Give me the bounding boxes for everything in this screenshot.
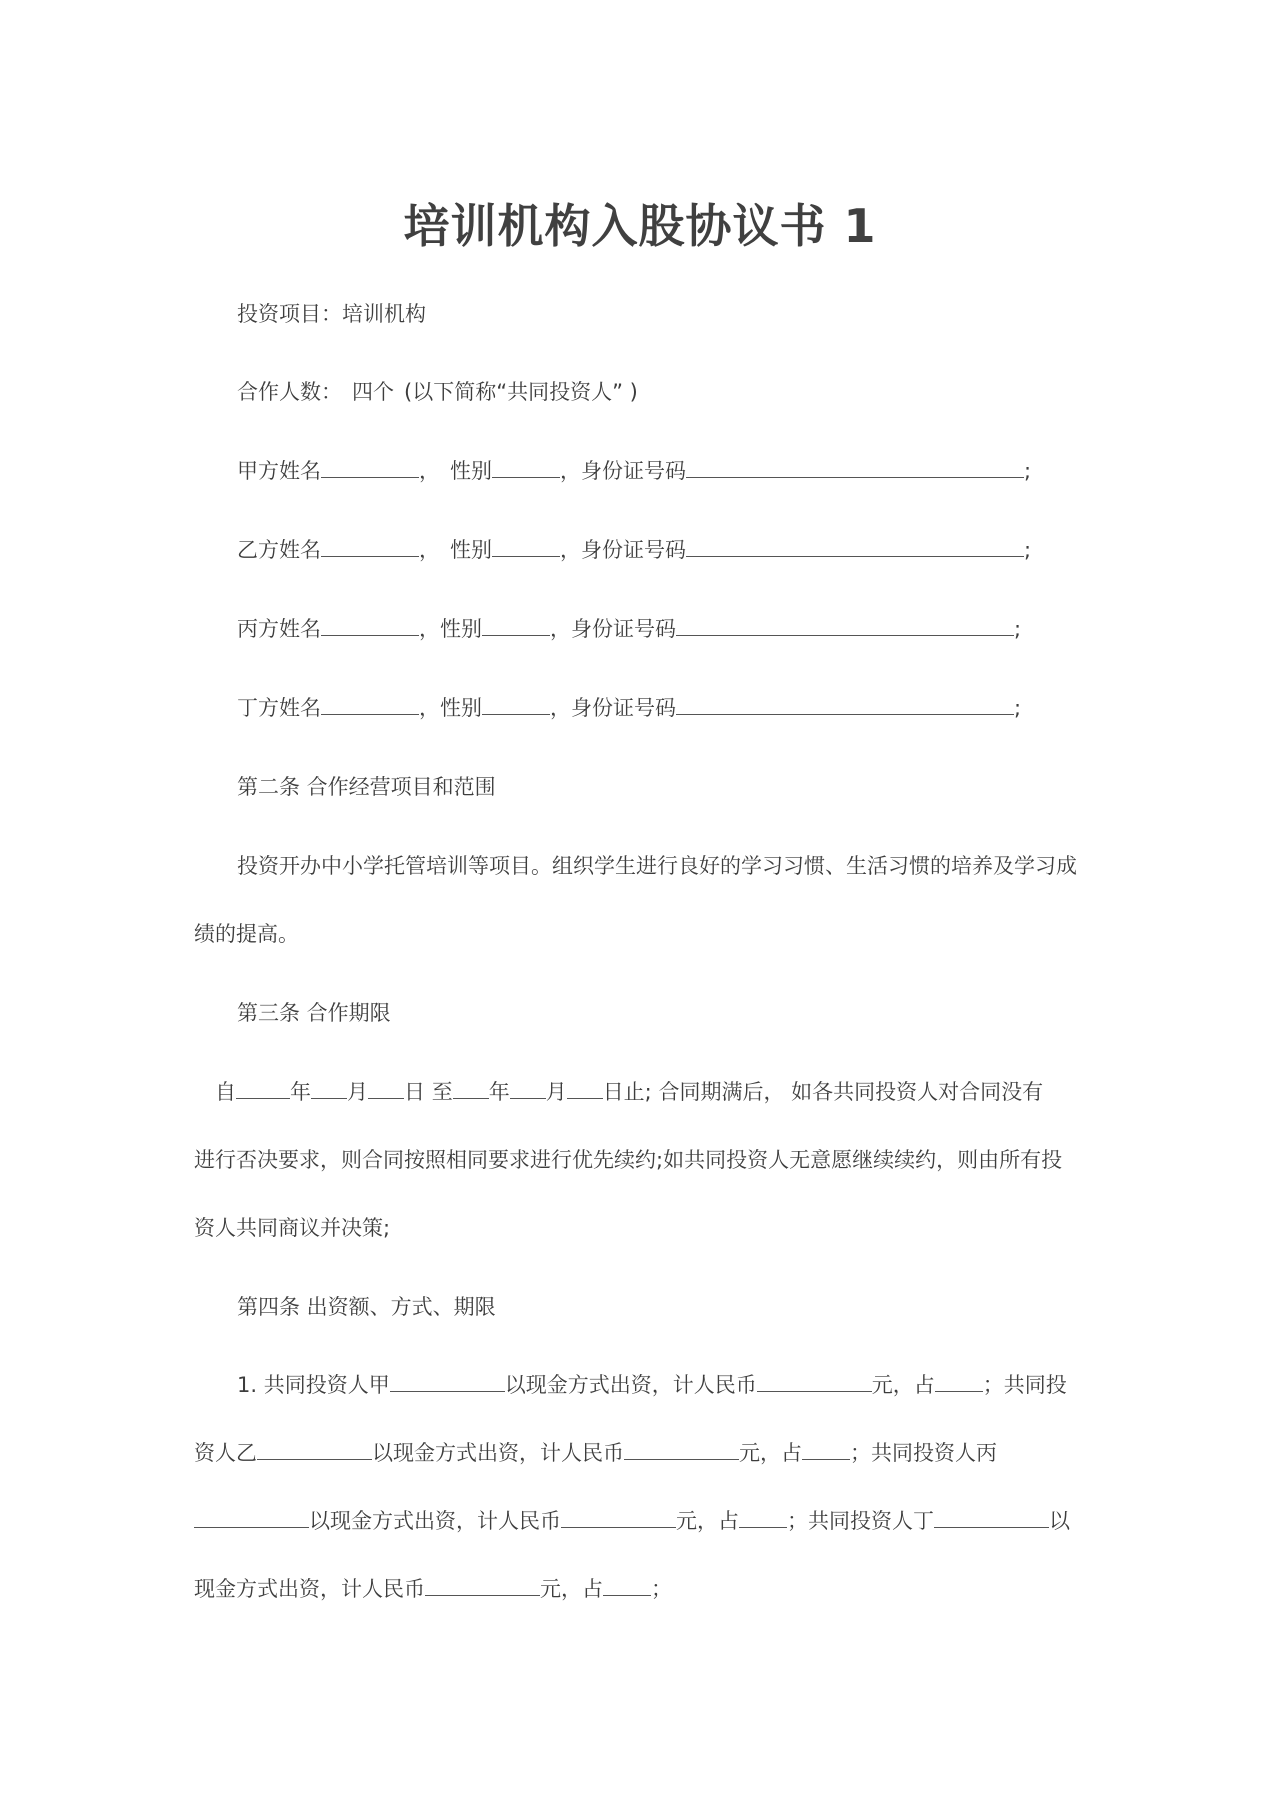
investment-project-line — [237, 299, 426, 329]
article2-body-line2: 绩的提高。 — [194, 922, 299, 946]
party-id-label: 身份证号码 — [571, 617, 676, 641]
article4-line2 — [194, 1438, 997, 1468]
party-row-jia: 甲方姓名 ， 性别 ，身份证号码 ; — [237, 459, 1032, 483]
party-row-yi: 乙方姓名 ， 性别 ，身份证号码 ; — [237, 538, 1032, 562]
article2-heading: 第二条 合作经营项目和范围 — [237, 775, 496, 799]
ding-share-field[interactable] — [603, 1575, 651, 1596]
investor-ding-field[interactable] — [934, 1507, 1049, 1528]
investor-ding-label: 共同投资人丁 — [808, 1509, 934, 1533]
jia-amount-field[interactable] — [757, 1371, 872, 1392]
investment-project-value: 培训机构 — [342, 302, 426, 326]
party-id-field[interactable] — [686, 536, 1024, 557]
party-id-label: 身份证号码 — [581, 459, 686, 483]
semicolon: ； — [787, 1509, 808, 1533]
party-name-label: 丁方姓名 — [237, 696, 321, 720]
until-label: 日止; — [602, 1080, 652, 1104]
cash-text: 以现金方式出资，计人民币 — [309, 1509, 561, 1533]
party-sex-label: 性别 — [450, 459, 492, 483]
yuan-text: 元，占 — [739, 1441, 802, 1465]
to-label: 至 — [431, 1080, 453, 1104]
ding-amount-field[interactable] — [425, 1575, 540, 1596]
article3-term-line3: 资人共同商议并决策; — [194, 1216, 391, 1240]
month-label: 月 — [347, 1080, 368, 1104]
partner-count-line — [237, 377, 638, 407]
start-month-field[interactable] — [311, 1078, 347, 1099]
article3-heading: 第三条 合作期限 — [237, 1001, 391, 1025]
investor-yi-field[interactable] — [257, 1439, 372, 1460]
jia-share-field[interactable] — [935, 1371, 983, 1392]
investor-yi-label: 资人乙 — [194, 1441, 257, 1465]
party-id-field[interactable] — [686, 457, 1024, 478]
semicolon: ； — [982, 1373, 1004, 1397]
party-name-field[interactable] — [321, 457, 419, 478]
investor-bing-label: 共同投资人丙 — [871, 1441, 997, 1465]
party-name-label: 乙方姓名 — [237, 538, 321, 562]
yi-amount-field[interactable] — [624, 1439, 739, 1460]
party-name-field[interactable] — [321, 536, 419, 557]
bing-share-field[interactable] — [739, 1507, 787, 1528]
term-text: 合同期满后， 如各共同投资人对合同没有 — [651, 1080, 1044, 1104]
partner-count-label: 合作人数： — [237, 380, 342, 404]
party-sex-label: 性别 — [450, 538, 492, 562]
party-id-label: 身份证号码 — [571, 696, 676, 720]
party-name-label: 丙方姓名 — [237, 617, 321, 641]
cash-text: 现金方式出资，计人民币 — [194, 1577, 425, 1601]
party-id-field[interactable] — [676, 615, 1014, 636]
party-name-field[interactable] — [321, 615, 419, 636]
cash-text: 以现金方式出资，计人民币 — [372, 1441, 624, 1465]
article3-term-line2: 进行否决要求，则合同按照相同要求进行优先续约;如共同投资人无意愿继续续约，则由所有投 — [194, 1148, 1063, 1172]
article4-line3 — [194, 1506, 1070, 1536]
yi-text: 以 — [1049, 1509, 1070, 1533]
yuan-text: 元，占 — [540, 1577, 603, 1601]
year-label: 年 — [290, 1080, 311, 1104]
investor-jia-field[interactable] — [390, 1371, 505, 1392]
article4-line4 — [194, 1574, 672, 1604]
article2-body-line1: 投资开办中小学托管培训等项目。组织学生进行良好的学习习惯、生活习惯的培养及学习成 — [237, 854, 1077, 878]
party-name-label: 甲方姓名 — [237, 459, 321, 483]
party-id-field[interactable] — [676, 694, 1014, 715]
party-sex-field[interactable] — [492, 536, 560, 557]
party-sex-field[interactable] — [492, 457, 560, 478]
year-label: 年 — [488, 1080, 510, 1104]
document-title: 培训机构入股协议书 1 — [403, 199, 877, 253]
party-row-bing: 丙方姓名 ，性别 ，身份证号码 ; — [237, 617, 1022, 641]
partner-count-value: 四个 — [352, 380, 394, 404]
article4-line1 — [237, 1370, 1067, 1400]
party-id-label: 身份证号码 — [581, 538, 686, 562]
investment-project-label: 投资项目： — [237, 302, 342, 326]
party-sex-field[interactable] — [482, 694, 550, 715]
day-label: 日 — [404, 1080, 425, 1104]
party-name-field[interactable] — [321, 694, 419, 715]
party-sex-field[interactable] — [482, 615, 550, 636]
end-year-field[interactable] — [453, 1078, 489, 1099]
cash-text: 以现金方式出资，计人民币 — [504, 1373, 757, 1397]
semicolon: ； — [850, 1441, 871, 1465]
start-day-field[interactable] — [368, 1078, 404, 1099]
yuan-text: 元，占 — [676, 1509, 739, 1533]
end-month-field[interactable] — [510, 1078, 546, 1099]
party-sex-label: 性别 — [440, 696, 482, 720]
yuan-text: 元，占 — [871, 1373, 935, 1397]
partner-count-note: (以下简称“共同投资人” ) — [404, 380, 638, 404]
from-label: 自 — [215, 1080, 236, 1104]
start-year-field[interactable] — [236, 1078, 290, 1099]
end-day-field[interactable] — [567, 1078, 603, 1099]
party-row-ding: 丁方姓名 ，性别 ，身份证号码 ; — [237, 696, 1022, 720]
bing-amount-field[interactable] — [561, 1507, 676, 1528]
semicolon: ； — [651, 1577, 672, 1601]
investor-jia-label: 1. 共同投资人甲 — [237, 1373, 390, 1397]
investor-bing-field[interactable] — [194, 1507, 309, 1528]
yi-share-field[interactable] — [802, 1439, 850, 1460]
month-label: 月 — [545, 1080, 567, 1104]
investor-text: 共同投 — [1003, 1373, 1067, 1397]
article3-term-line1 — [215, 1077, 1043, 1107]
article4-heading: 第四条 出资额、方式、期限 — [237, 1295, 496, 1319]
party-sex-label: 性别 — [440, 617, 482, 641]
